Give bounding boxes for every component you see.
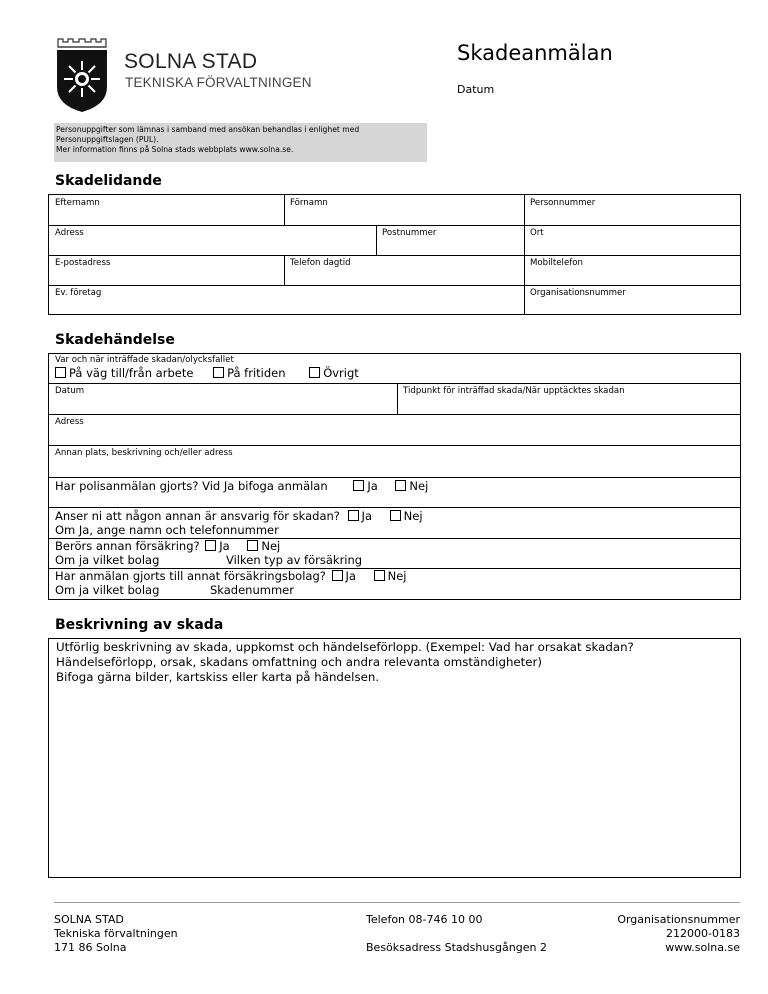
footer-org: SOLNA STAD [54, 913, 124, 926]
forsakring-nej-checkbox[interactable] [247, 540, 258, 551]
annat-bolag-ja-checkbox[interactable] [332, 570, 343, 581]
forsakring-ja-label: Ja [219, 539, 230, 553]
handelse-adress-field[interactable]: Adress [55, 417, 84, 427]
ansvarig-question [55, 509, 423, 523]
checkbox-fritiden[interactable] [213, 367, 224, 378]
datum-field[interactable]: Datum [55, 386, 85, 396]
polisanmalan-label: Har polisanmälan gjorts? Vid Ja bifoga anmälan [55, 479, 328, 493]
footer-website: www.solna.se [665, 941, 740, 954]
foretag-field[interactable]: Ev. företag [55, 288, 102, 298]
date-label: Datum [457, 83, 495, 96]
annat-bolag-label: Har anmälan gjorts till annat försäkringsbolag? [55, 569, 326, 583]
polis-ja-checkbox[interactable] [353, 480, 364, 491]
checkbox-ovrigt[interactable] [309, 367, 320, 378]
footer-postal: 171 86 Solna [54, 941, 127, 954]
forsakring-question [55, 539, 280, 553]
annat-bolag-question [55, 569, 407, 583]
checkbox-arbete[interactable] [55, 367, 66, 378]
fornamn-field[interactable]: Förnamn [290, 198, 328, 208]
forsakring-ja-checkbox[interactable] [205, 540, 216, 551]
polis-ja-label: Ja [367, 479, 378, 493]
ansvar-ja-label: Ja [361, 509, 372, 523]
ansvar-nej-checkbox[interactable] [390, 510, 401, 521]
forsakring-nej-label: Nej [261, 539, 281, 553]
polis-nej-checkbox[interactable] [395, 480, 406, 491]
personnummer-field[interactable]: Personnummer [530, 198, 596, 208]
adress-field[interactable]: Adress [55, 228, 84, 238]
annat-bolag-namn-label: Om ja vilket bolag [55, 583, 160, 597]
annat-bolag-nej-checkbox[interactable] [374, 570, 385, 581]
forsakring-bolag-label: Om ja vilket bolag [55, 553, 160, 567]
org-name: SOLNA STAD [124, 50, 258, 73]
section-heading-skadehandelse: Skadehändelse [55, 332, 175, 348]
ansvar-ja-checkbox[interactable] [348, 510, 359, 521]
ort-field[interactable]: Ort [530, 228, 544, 238]
footer-phone: Telefon 08-746 10 00 [366, 913, 483, 926]
postnummer-field[interactable]: Postnummer [382, 228, 437, 238]
footer-visit-address: Besöksadress Stadshusgången 2 [366, 941, 547, 954]
privacy-notice-line: Mer information finns på Solna stads webbplats www.solna.se. [56, 145, 294, 154]
skadehandelse-table [48, 353, 741, 600]
organisationsnummer-field[interactable]: Organisationsnummer [530, 288, 626, 298]
where-options [51, 366, 359, 380]
skadelidande-table [48, 194, 741, 315]
option-arbete-label: På väg till/från arbete [69, 366, 194, 380]
beskrivning-instruction-2: Händelseförlopp, orsak, skadans omfattning och andra relevanta omständigheter) [56, 655, 543, 669]
beskrivning-instruction-3: Bifoga gärna bilder, kartskiss eller karta på händelsen. [56, 670, 380, 684]
privacy-notice-line: Personuppgiftslagen (PUL). [56, 135, 159, 144]
footer-divider [54, 902, 740, 903]
footer-orgnr: 212000-0183 [666, 927, 740, 940]
privacy-notice [54, 123, 427, 162]
annan-plats-field[interactable]: Annan plats, beskrivning och/eller adress [55, 448, 233, 458]
skadenummer-label: Skadenummer [210, 583, 294, 597]
ansvarig-label: Anser ni att någon annan är ansvarig för skadan? [55, 509, 340, 523]
ansvar-nej-label: Nej [403, 509, 423, 523]
privacy-notice-line: Personuppgifter som lämnas i samband med ansökan behandlas i enlighet med [56, 125, 360, 134]
where-when-label: Var och när inträffade skadan/olycksfallet [55, 355, 234, 365]
telefon-dagtid-field[interactable]: Telefon dagtid [290, 258, 351, 268]
polis-nej-label: Nej [409, 479, 429, 493]
forsakring-typ-label: Vilken typ av försäkring [226, 553, 363, 567]
section-heading-beskrivning: Beskrivning av skada [55, 617, 224, 633]
option-fritiden-label: På fritiden [227, 366, 286, 380]
ansvar-sub-label: Om Ja, ange namn och telefonnummer [55, 523, 279, 537]
document-title: Skadeanmälan [457, 41, 613, 65]
footer-dept: Tekniska förvaltningen [54, 927, 178, 940]
forsakring-label: Berörs annan försäkring? [55, 539, 200, 553]
org-department: TEKNISKA FÖRVALTNINGEN [125, 75, 312, 90]
footer-org-info [617, 913, 740, 955]
section-heading-skadelidande: Skadelidande [55, 173, 162, 189]
option-ovrigt-label: Övrigt [323, 366, 359, 380]
tidpunkt-field[interactable]: Tidpunkt för inträffad skada/När upptäcktes skadan [403, 386, 625, 396]
polisanmalan-question [55, 479, 428, 493]
beskrivning-instruction-1: Utförlig beskrivning av skada, uppkomst och händelseförlopp. (Exempel: Vad har orsakat skadan? [56, 640, 634, 654]
annat-bolag-nej-label: Nej [387, 569, 407, 583]
mobiltelefon-field[interactable]: Mobiltelefon [530, 258, 583, 268]
footer-address [54, 913, 178, 955]
footer-orgnr-label: Organisationsnummer [617, 913, 740, 926]
efternamn-field[interactable]: Efternamn [55, 198, 100, 208]
epost-field[interactable]: E-postadress [55, 258, 111, 268]
annat-bolag-ja-label: Ja [345, 569, 356, 583]
beskrivning-textarea[interactable] [48, 638, 741, 878]
solna-crest-logo [55, 37, 109, 113]
